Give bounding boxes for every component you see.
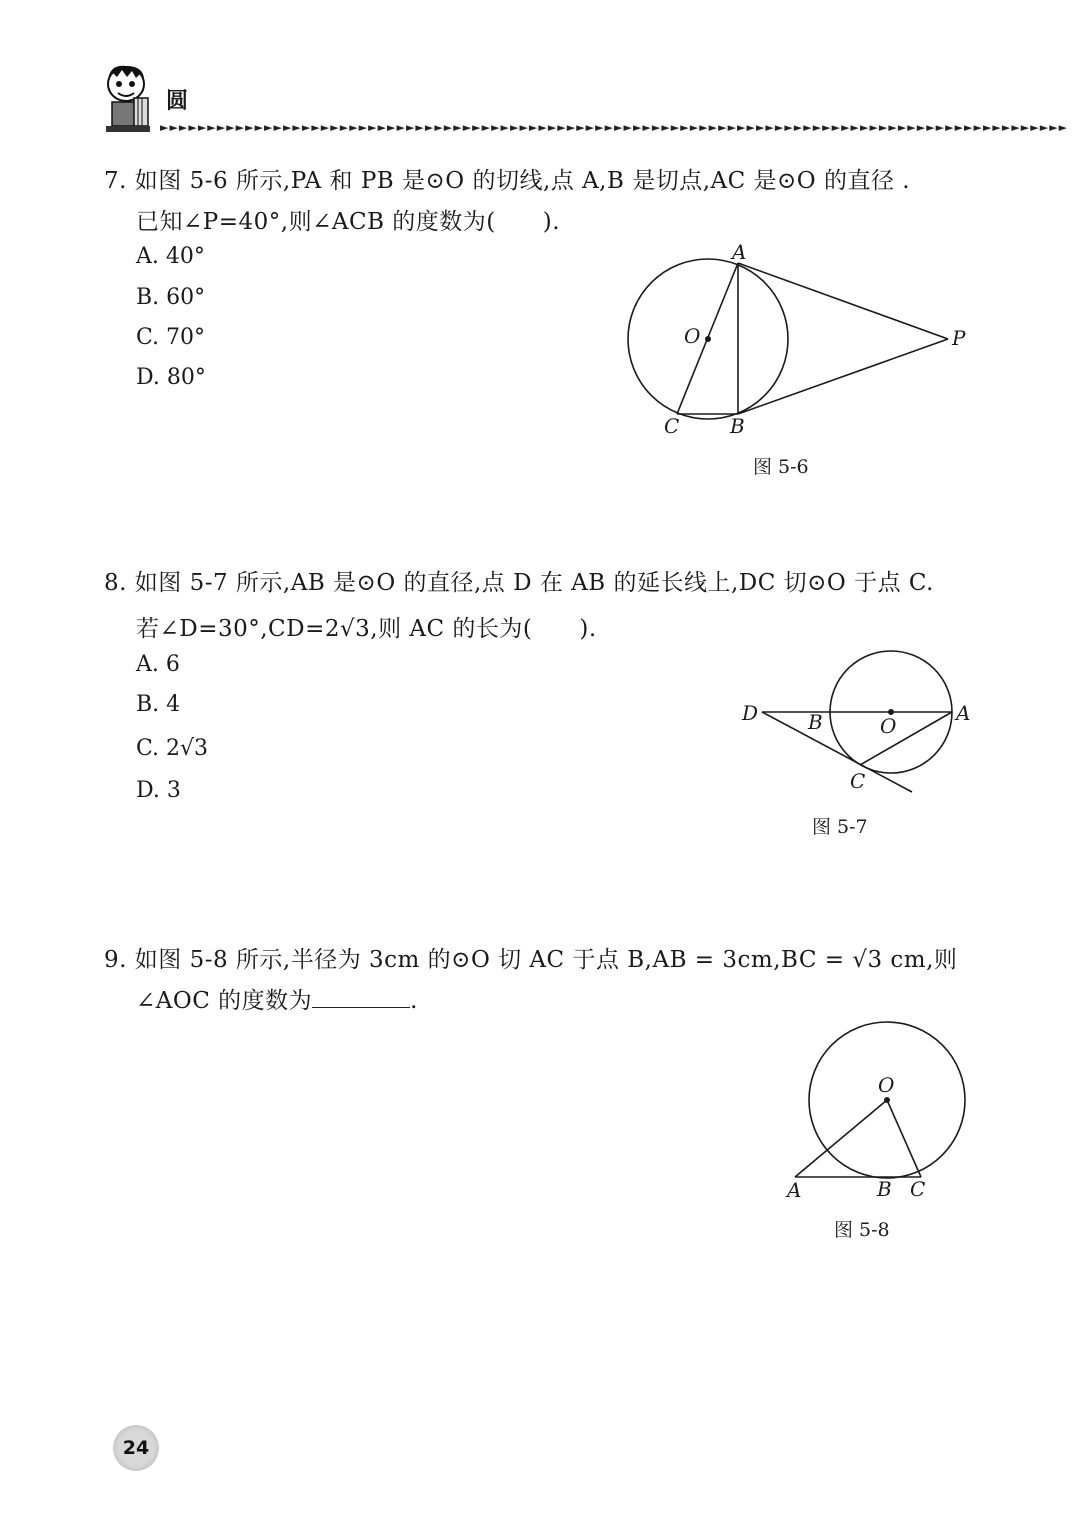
q9-stem-line1: 9. 如图 5-8 所示,半径为 3cm 的⊙O 切 AC 于点 B,AB = 3cm,BC = √3 cm,则 [104,947,958,973]
q8-option-b[interactable]: B. 4 [136,692,181,717]
label-c: C [850,769,866,793]
label-b: B [730,414,745,438]
q9-stem-prefix: ∠AOC 的度数为 [136,988,313,1014]
center-point-o [884,1097,890,1103]
label-a: A [732,240,747,264]
q7-stem-line2: 已知∠P=40°,则∠ACB 的度数为( ). [136,209,561,235]
segment-oa [795,1100,887,1177]
q7-option-a[interactable]: A. 40° [136,244,205,269]
q7-stem-line1: 7. 如图 5-6 所示,PA 和 PB 是⊙O 的切线,点 A,B 是切点,AC 是⊙O 的直径 . [104,168,911,194]
figure-5-8-geometry [795,1022,965,1178]
label-a: A [787,1178,802,1202]
chapter-title: 圆 [166,88,189,114]
page-number: 24 [113,1425,159,1471]
q8-option-a[interactable]: A. 6 [136,652,180,677]
label-p: P [952,326,966,350]
label-d: D [742,701,759,725]
q7-option-c[interactable]: C. 70° [136,325,206,350]
label-a: A [956,701,971,725]
label-b: B [808,710,823,734]
figure-5-6-caption: 图 5-6 [753,456,809,478]
q8-option-d[interactable]: D. 3 [136,778,181,803]
q8-option-c[interactable]: C. 2√3 [136,736,209,761]
label-o: O [880,714,897,738]
label-c: C [664,414,680,438]
q8-stem-line2: 若∠D=30°,CD=2√3,则 AC 的长为( ). [136,616,597,642]
figure-5-7-caption: 图 5-7 [812,816,868,838]
label-o: O [684,324,701,348]
label-o: O [878,1073,895,1097]
q8-stem-line1: 8. 如图 5-7 所示,AB 是⊙O 的直径,点 D 在 AB 的延长线上,DC 切⊙O 于点 C. [104,570,934,596]
q9-stem-suffix: . [410,988,418,1014]
q7-option-d[interactable]: D. 80° [136,365,206,390]
header-divider: ►►►►►►►►►►►►►►►►►►►►►►►►►►►►►►►►►►►►►►►►►►►►►►►►►►►►►►►►►►►►►►►►►►►►►►►►►►►►►►►►►►►►►►►►►►►►►►►► [160,121,1069,134]
segment-oc [887,1100,921,1177]
q7-option-b[interactable]: B. 60° [136,285,206,310]
figure-5-8-caption: 图 5-8 [834,1219,890,1241]
label-c: C [910,1177,926,1201]
label-b: B [877,1177,892,1201]
